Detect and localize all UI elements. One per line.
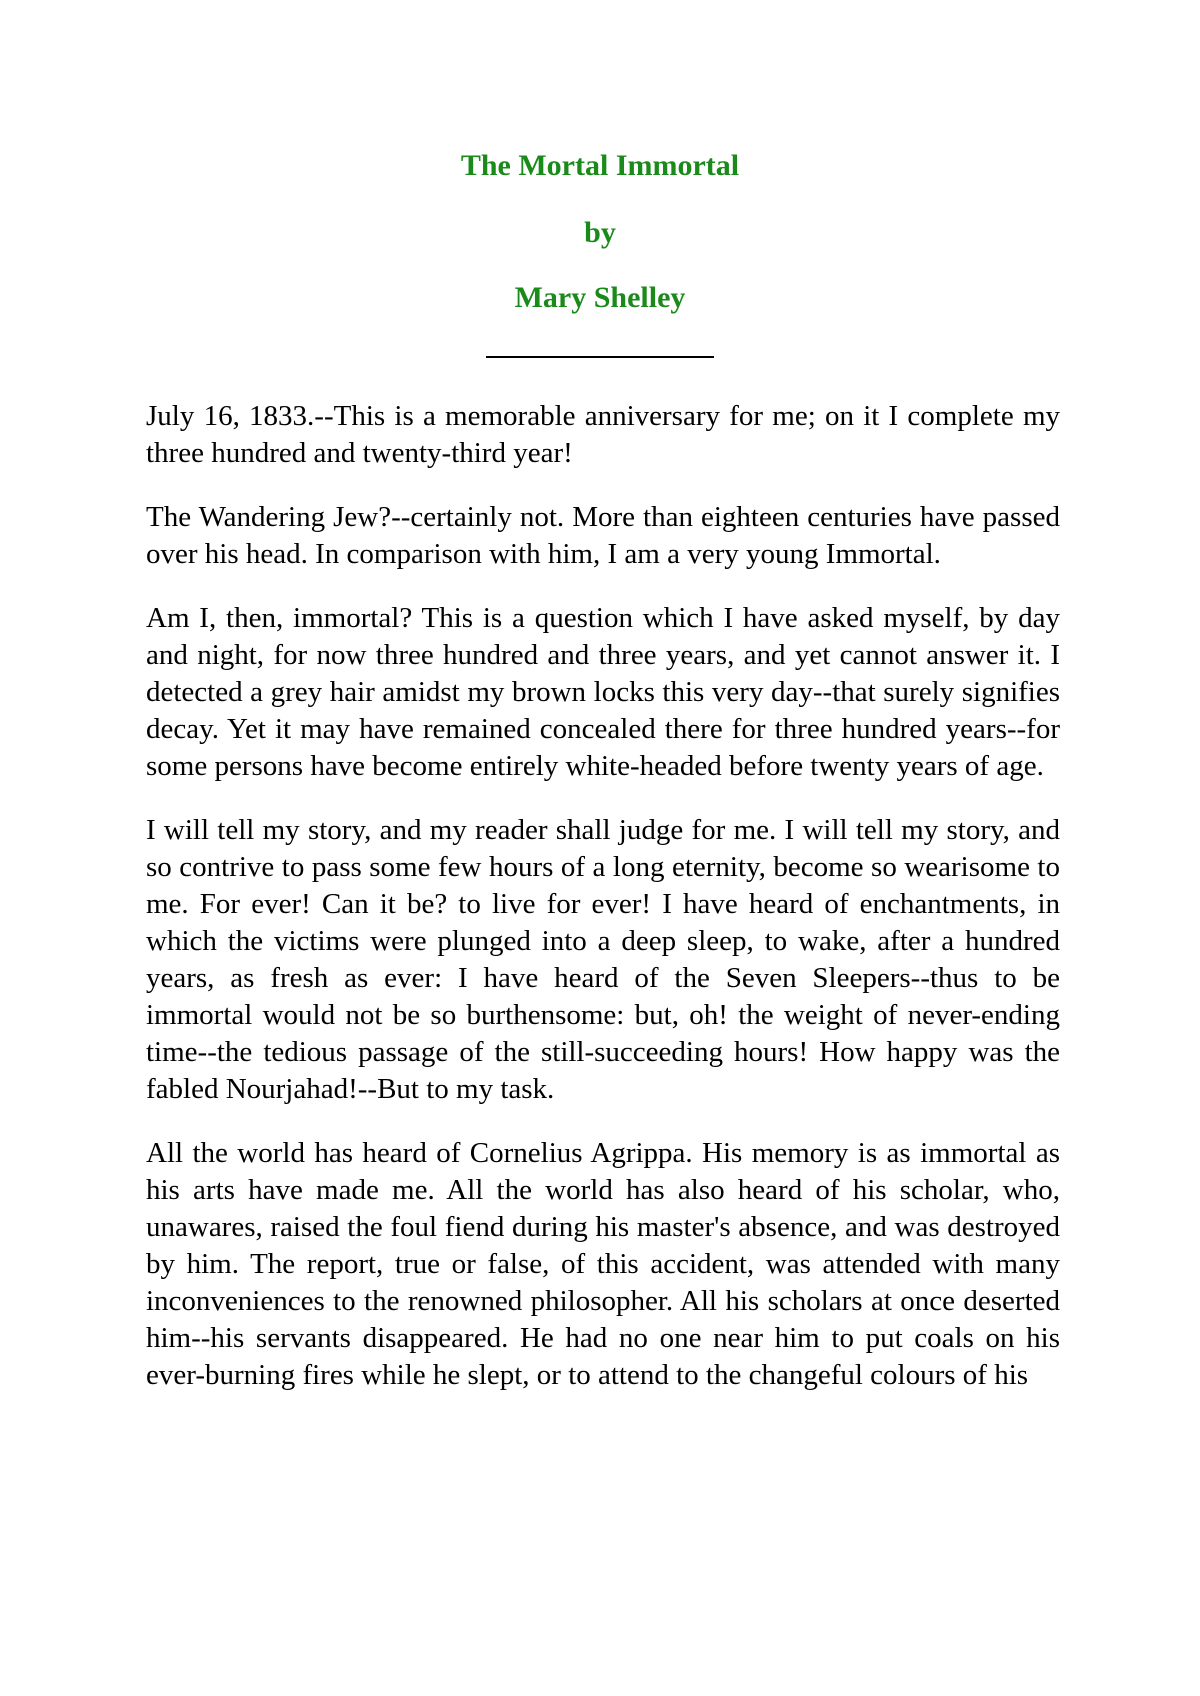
paragraph: The Wandering Jew?--certainly not. More than eighteen centuries have passed over his head. In comparison with him, I am a very young Immortal. xyxy=(146,501,1060,570)
title-divider xyxy=(486,356,714,358)
paragraph: I will tell my story, and my reader shall judge for me. I will tell my story, and so contrive to pass some few hours of a long eternity, become so wearisome to me. For ever! Can it be? to live for ever! I have heard of enchantments, in which the victims were plunged into a deep sleep, to wake, after a hundred years, as fresh as ever: I have heard of the Seven Sleepers--thus to be immortal would not be so burthensome: but, oh! the weight of never-ending time--the tedious passage of the still-succeeding hours! How happy was the fabled Nourjahad!--But to my task. xyxy=(146,814,1060,1105)
document-title: The Mortal Immortal xyxy=(460,149,740,182)
paragraph: All the world has heard of Cornelius Agrippa. His memory is as immortal as his arts have made me. All the world has also heard of his scholar, who, unawares, raised the foul fiend during his master's absence, and was destroyed by him. The report, true or false, of this accident, was attended with many inconveniences to the renowned philosopher. All his scholars at once deserted him--his servants disappeared. He had no one near him to put coals on his ever-burning fires while he slept, or to attend to the changeful colours of his xyxy=(146,1137,1060,1391)
body-text xyxy=(146,398,1060,1421)
author-name: Mary Shelley xyxy=(514,281,686,314)
byline-word: by xyxy=(584,216,616,249)
paragraph: July 16, 1833.--This is a memorable anniversary for me; on it I complete my three hundred and twenty-third year! xyxy=(146,400,1060,469)
paragraph: Am I, then, immortal? This is a question which I have asked myself, by day and night, for now three hundred and three years, and yet cannot answer it. I detected a grey hair amidst my brown locks this very day--that surely signifies decay. Yet it may have remained concealed there for three hundred years--for some persons have become entirely white-headed before twenty years of age. xyxy=(146,602,1060,782)
